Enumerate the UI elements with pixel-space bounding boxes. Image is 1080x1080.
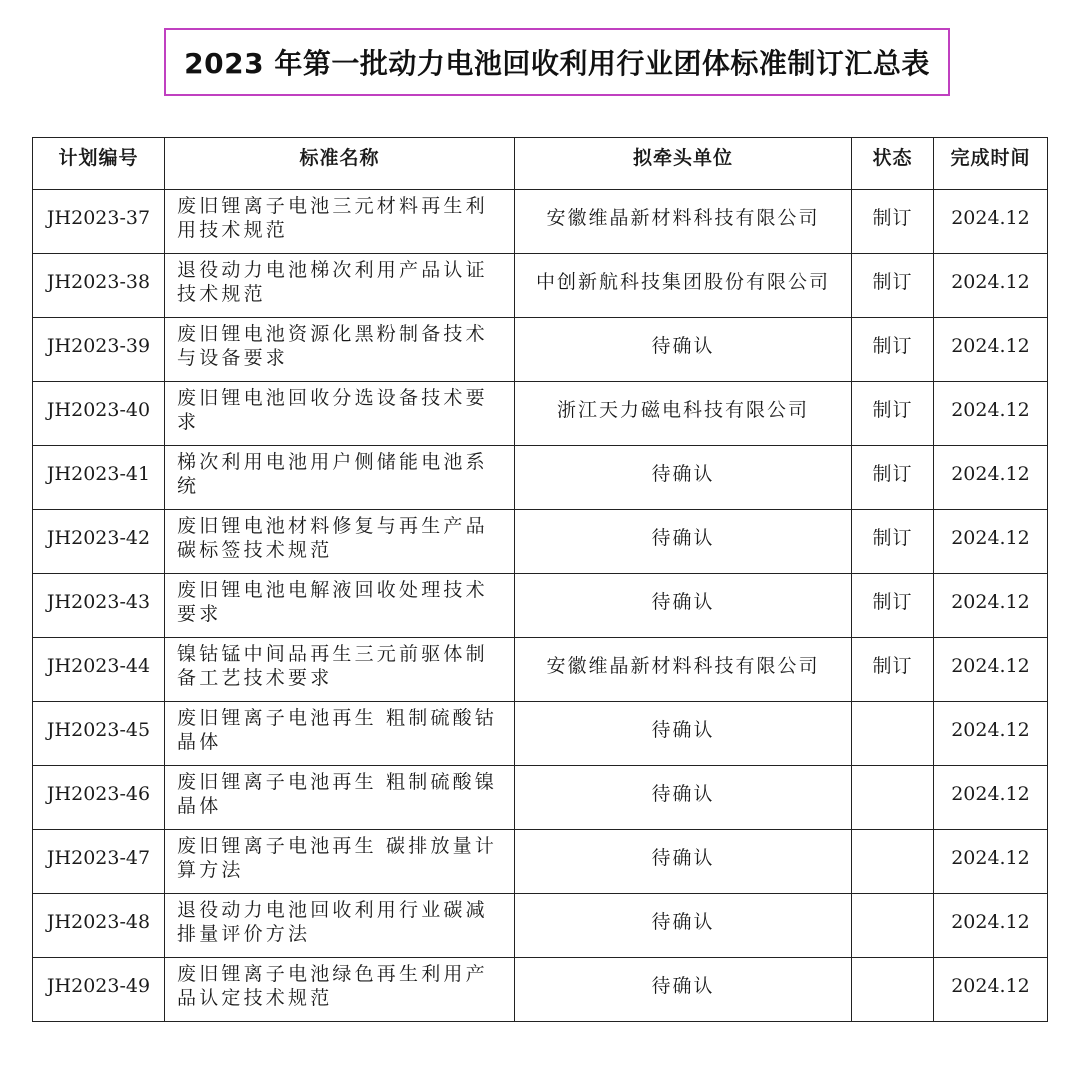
completion-time-cell: 2024.12	[934, 382, 1048, 446]
title-box	[164, 28, 950, 96]
plan-code-cell: JH2023-39	[33, 318, 165, 382]
completion-time-cell: 2024.12	[934, 702, 1048, 766]
header-completion-time: 完成时间	[934, 138, 1048, 190]
table-row	[33, 574, 1048, 638]
completion-time-cell: 2024.12	[934, 638, 1048, 702]
completion-time-cell: 2024.12	[934, 318, 1048, 382]
plan-code-cell: JH2023-40	[33, 382, 165, 446]
status-cell	[852, 894, 934, 958]
table-row	[33, 702, 1048, 766]
plan-code-cell: JH2023-41	[33, 446, 165, 510]
lead-unit-cell: 待确认	[515, 830, 852, 894]
lead-unit-cell: 待确认	[515, 510, 852, 574]
standard-name-cell: 废旧锂离子电池再生 粗制硫酸钴晶体	[165, 702, 515, 766]
standard-name-cell: 废旧锂离子电池三元材料再生利用技术规范	[165, 190, 515, 254]
plan-code-cell: JH2023-47	[33, 830, 165, 894]
standard-name-cell: 梯次利用电池用户侧储能电池系统	[165, 446, 515, 510]
table-row	[33, 190, 1048, 254]
plan-code-cell: JH2023-44	[33, 638, 165, 702]
status-cell: 制订	[852, 254, 934, 318]
standard-name-cell: 废旧锂电池电解液回收处理技术要求	[165, 574, 515, 638]
status-cell	[852, 830, 934, 894]
status-cell: 制订	[852, 190, 934, 254]
status-cell: 制订	[852, 382, 934, 446]
standards-table	[32, 137, 1048, 1022]
header-lead-unit: 拟牵头单位	[515, 138, 852, 190]
standard-name-cell: 废旧锂电池材料修复与再生产品碳标签技术规范	[165, 510, 515, 574]
lead-unit-cell: 待确认	[515, 318, 852, 382]
standard-name-cell: 镍钴锰中间品再生三元前驱体制备工艺技术要求	[165, 638, 515, 702]
status-cell	[852, 766, 934, 830]
status-cell	[852, 958, 934, 1022]
standard-name-cell: 退役动力电池回收利用行业碳减排量评价方法	[165, 894, 515, 958]
table-row	[33, 766, 1048, 830]
plan-code-cell: JH2023-46	[33, 766, 165, 830]
table-row	[33, 958, 1048, 1022]
table-row	[33, 830, 1048, 894]
plan-code-cell: JH2023-38	[33, 254, 165, 318]
document-title: 2023 年第一批动力电池回收利用行业团体标准制订汇总表	[184, 47, 930, 80]
plan-code-cell: JH2023-37	[33, 190, 165, 254]
completion-time-cell: 2024.12	[934, 254, 1048, 318]
lead-unit-cell: 待确认	[515, 894, 852, 958]
standard-name-cell: 废旧锂离子电池再生 粗制硫酸镍晶体	[165, 766, 515, 830]
plan-code-cell: JH2023-49	[33, 958, 165, 1022]
table-header-row	[33, 138, 1048, 190]
completion-time-cell: 2024.12	[934, 190, 1048, 254]
standard-name-cell: 废旧锂离子电池再生 碳排放量计算方法	[165, 830, 515, 894]
lead-unit-cell: 中创新航科技集团股份有限公司	[515, 254, 852, 318]
plan-code-cell: JH2023-45	[33, 702, 165, 766]
table-row	[33, 446, 1048, 510]
lead-unit-cell: 待确认	[515, 702, 852, 766]
standard-name-cell: 废旧锂离子电池绿色再生利用产品认定技术规范	[165, 958, 515, 1022]
lead-unit-cell: 浙江天力磁电科技有限公司	[515, 382, 852, 446]
lead-unit-cell: 待确认	[515, 574, 852, 638]
status-cell: 制订	[852, 574, 934, 638]
plan-code-cell: JH2023-48	[33, 894, 165, 958]
status-cell: 制订	[852, 318, 934, 382]
status-cell: 制订	[852, 638, 934, 702]
table-row	[33, 510, 1048, 574]
completion-time-cell: 2024.12	[934, 510, 1048, 574]
status-cell: 制订	[852, 446, 934, 510]
table-row	[33, 638, 1048, 702]
plan-code-cell: JH2023-43	[33, 574, 165, 638]
status-cell: 制订	[852, 510, 934, 574]
header-standard-name: 标准名称	[165, 138, 515, 190]
completion-time-cell: 2024.12	[934, 446, 1048, 510]
lead-unit-cell: 安徽维晶新材料科技有限公司	[515, 638, 852, 702]
table-row	[33, 254, 1048, 318]
completion-time-cell: 2024.12	[934, 766, 1048, 830]
standard-name-cell: 废旧锂电池回收分选设备技术要求	[165, 382, 515, 446]
header-status: 状态	[852, 138, 934, 190]
lead-unit-cell: 安徽维晶新材料科技有限公司	[515, 190, 852, 254]
plan-code-cell: JH2023-42	[33, 510, 165, 574]
completion-time-cell: 2024.12	[934, 830, 1048, 894]
lead-unit-cell: 待确认	[515, 958, 852, 1022]
status-cell	[852, 702, 934, 766]
lead-unit-cell: 待确认	[515, 766, 852, 830]
standard-name-cell: 退役动力电池梯次利用产品认证技术规范	[165, 254, 515, 318]
table-row	[33, 382, 1048, 446]
standard-name-cell: 废旧锂电池资源化黑粉制备技术与设备要求	[165, 318, 515, 382]
table-row	[33, 894, 1048, 958]
lead-unit-cell: 待确认	[515, 446, 852, 510]
header-plan-code: 计划编号	[33, 138, 165, 190]
table-row	[33, 318, 1048, 382]
completion-time-cell: 2024.12	[934, 574, 1048, 638]
completion-time-cell: 2024.12	[934, 894, 1048, 958]
completion-time-cell: 2024.12	[934, 958, 1048, 1022]
